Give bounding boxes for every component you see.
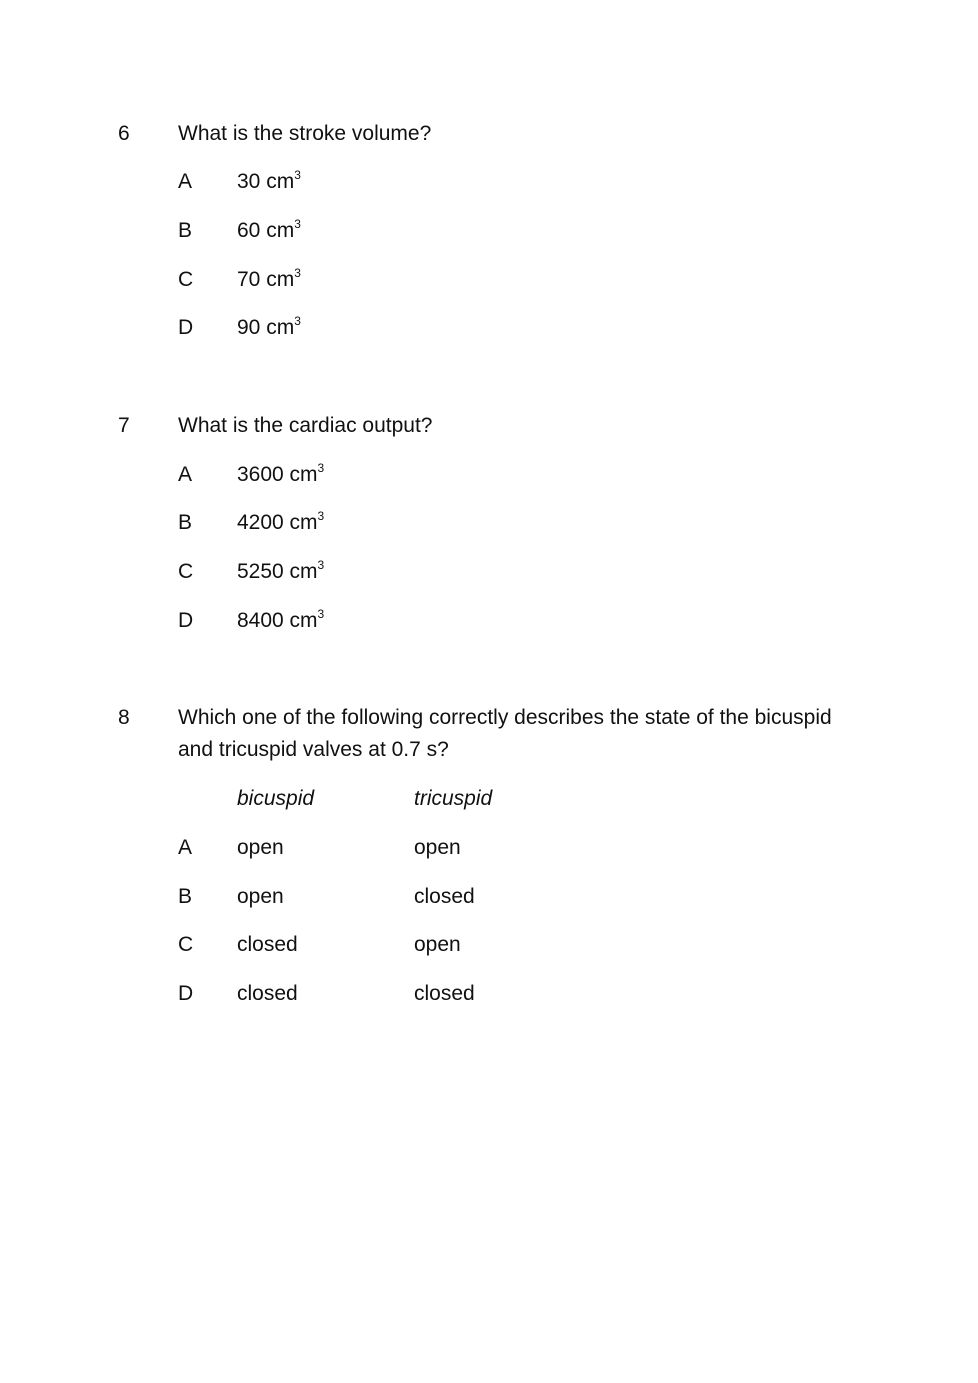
option-row[interactable] <box>0 167 978 197</box>
option-letter: C <box>178 933 194 956</box>
question-text-line: and tricuspid valves at 0.7 s? <box>178 738 449 761</box>
column-header-tricuspid: tricuspid <box>414 787 493 810</box>
option-value: 60 $cm^3$ <box>237 217 301 242</box>
option-letter: A <box>178 836 193 859</box>
question-text: What is the stroke volume? <box>178 122 432 145</box>
option-row[interactable] <box>0 508 978 538</box>
option-letter: A <box>178 463 193 486</box>
option-row[interactable] <box>0 557 978 587</box>
option-value: 70 $cm^3$ <box>237 266 301 291</box>
option-value: 90 $cm^3$ <box>237 314 301 339</box>
option-bicuspid: closed <box>237 933 298 956</box>
question-text: What is the cardiac output? <box>178 414 433 437</box>
option-letter: A <box>178 170 193 193</box>
option-letter: D <box>178 982 194 1005</box>
option-row[interactable] <box>0 606 978 636</box>
option-row[interactable] <box>0 930 978 960</box>
option-value: 8400 $cm^3$ <box>237 607 325 632</box>
option-row[interactable] <box>0 216 978 246</box>
option-letter: B <box>178 511 193 534</box>
question-text <box>178 702 868 766</box>
option-row[interactable] <box>0 833 978 863</box>
option-tricuspid: open <box>414 836 461 859</box>
option-row[interactable] <box>0 882 978 912</box>
option-letter: B <box>178 219 193 242</box>
question-number: 6 <box>118 122 130 145</box>
option-bicuspid: open <box>237 885 284 908</box>
option-value: 30 $cm^3$ <box>237 168 301 193</box>
option-letter: C <box>178 560 194 583</box>
option-row[interactable] <box>0 313 978 343</box>
option-letter: D <box>178 609 194 632</box>
option-value: 3600 $cm^3$ <box>237 461 325 486</box>
option-tricuspid: open <box>414 933 461 956</box>
question-number: 8 <box>118 706 130 729</box>
question-number: 7 <box>118 414 130 437</box>
option-tricuspid: closed <box>414 885 475 908</box>
option-letter: C <box>178 268 194 291</box>
column-header-bicuspid: bicuspid <box>237 787 315 810</box>
option-value: 5250 $cm^3$ <box>237 558 325 583</box>
option-value: 4200 $cm^3$ <box>237 509 325 534</box>
option-row[interactable] <box>0 460 978 490</box>
column-headers <box>0 784 978 814</box>
option-bicuspid: open <box>237 836 284 859</box>
option-row[interactable] <box>0 979 978 1009</box>
option-letter: D <box>178 316 194 339</box>
option-tricuspid: closed <box>414 982 475 1005</box>
option-row[interactable] <box>0 265 978 295</box>
question-text-line: Which one of the following correctly describes the state of the bicuspid <box>178 706 832 729</box>
option-letter: B <box>178 885 193 908</box>
option-bicuspid: closed <box>237 982 298 1005</box>
